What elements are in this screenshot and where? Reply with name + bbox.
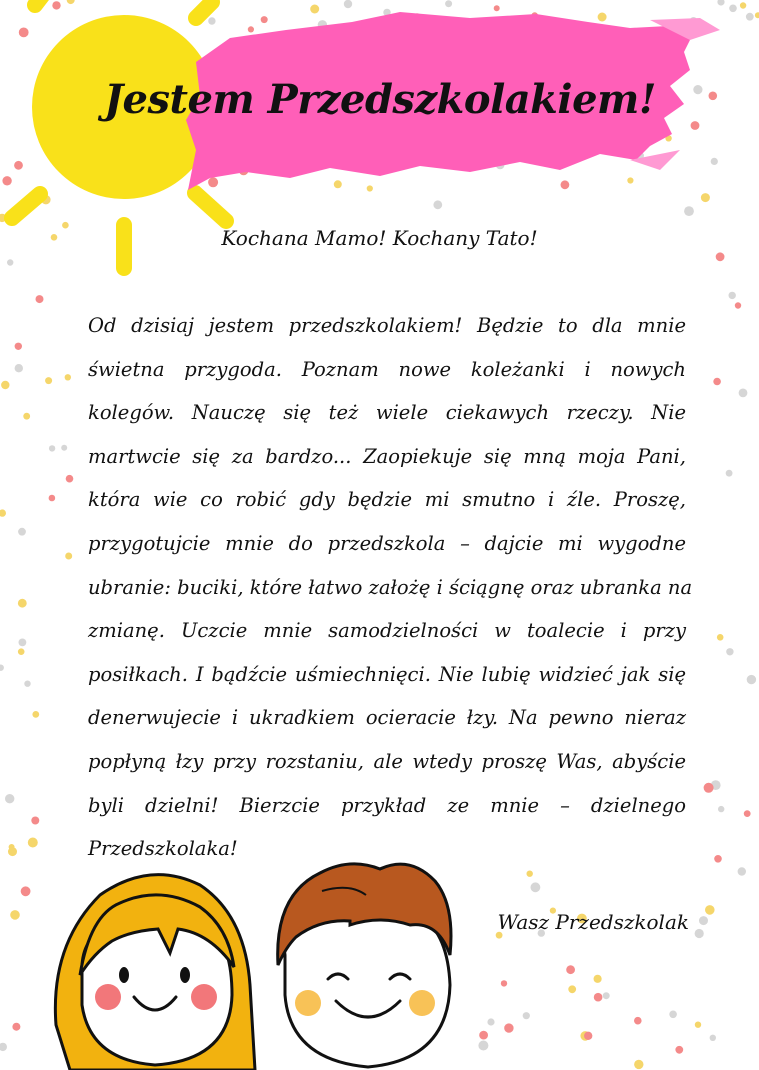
letter-line: byli dzielni! Bierzcie przykład ze mnie – dzielnego <box>88 793 686 817</box>
letter-line: ubranie: buciki, które łatwo założę i ściągnę oraz ubranka na <box>88 575 693 599</box>
page-title: Jestem Przedszkolakiem! <box>104 76 656 123</box>
letter-line: zmianę. Uczcie mnie samodzielności w toalecie i przy <box>88 619 686 643</box>
letter-line: która wie co robić gdy będzie mi smutno i źle. Proszę, <box>88 488 686 512</box>
letter-line: Przedszkolaka! <box>88 837 238 861</box>
letter-line: świetna przygoda. Poznam nowe koleżanki i nowych <box>88 357 686 381</box>
girl-face-icon <box>55 875 255 1070</box>
letter-line: kolegów. Nauczę się też wiele ciekawych rzeczy. Nie <box>88 401 686 425</box>
letter-line: posiłkach. I bądźcie uśmiechnięci. Nie lubię widzieć jak się <box>88 662 686 686</box>
letter-body <box>88 306 693 873</box>
signature: Wasz Przedszkolak <box>497 910 689 934</box>
letter-line: przygotujcie mnie do przedszkola – dajcie mi wygodne <box>88 531 686 555</box>
letter-line: denerwujecie i ukradkiem ocieracie łzy. Na pewno nieraz <box>88 706 686 730</box>
letter-line: popłyną łzy przy rozstaniu, ale wtedy proszę Was, abyście <box>88 749 686 773</box>
kids-illustration <box>50 855 470 1070</box>
boy-face-icon <box>278 864 451 1067</box>
letter-line: martwcie się za bardzo... Zaopiekuje się mną moja Pani, <box>88 444 686 468</box>
letter-line: Od dzisiaj jestem przedszkolakiem! Będzie to dla mnie <box>88 314 686 337</box>
greeting: Kochana Mamo! Kochany Tato! <box>221 226 538 250</box>
